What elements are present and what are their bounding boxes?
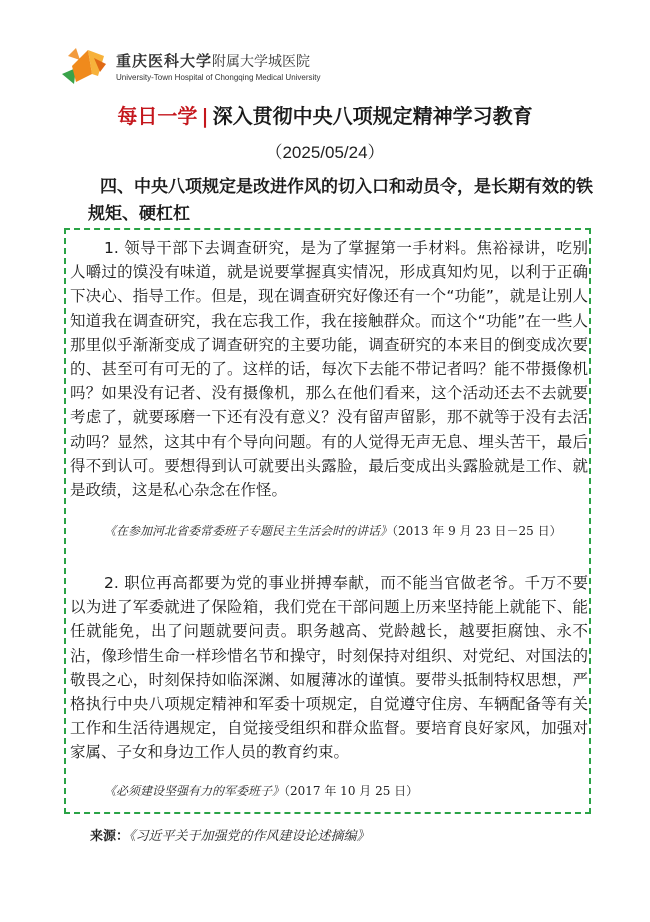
excerpt-1-text: 1. 领导干部下去调查研究，是为了掌握第一手材料。焦裕禄讲，吃别人嚼过的馍没有味道，就是说要掌握真实情况，形成真知灼见，以利于正确下决心、指导工作。但是，现在调查研究好像还有一个“功能”，就是让别人知道我在调查研究，我在忘我工作，我在接触群众。而这个“功能”在一些人那里似乎渐渐变成了调查研究的主要功能，调查研究的本来目的倒变成次要的、甚至可有可无的了。这样的话，每次下去能不带记者吗？能不带摄像机吗？如果没有记者、没有摄像机，那么在他们看来，这个活动还去不去就要考虑了，就要琢磨一下还有没有意义？没有留声留影，那不就等于没有去活动吗？显然，这其中有个导向问题。有的人觉得无声无息、埋头苦干，最后得不到认可。要想得到认可就要出头露脸，最后变成出头露脸就是工作、就是政绩，这是私心杂念在作怪。 — [70, 239, 588, 500]
excerpt-2-text: 2. 职位再高都要为党的事业拼搏奉献，而不能当官做老爷。千万不要以为进了军委就进了保险箱，我们党在干部问题上历来坚持能上就能下、能任就能免，出了问题就要问责。职务越高、党龄越长，越要拒腐蚀、永不沾，像珍惜生命一样珍惜名节和操守，时刻保持对组织、对党纪、对国法的敬畏之心，时刻保持如临深渊、如履薄冰的谨慎。要带头抵制特权思想，严格执行中央八项规定精神和军委十项规定，自觉遵守住房、车辆配备等有关工作和生活待遇规定，自觉接受组织和群众监督。要培育良好家风，加强对家属、子女和身边工作人员的教育约束。 — [70, 574, 588, 762]
title-text: 深入贯彻中央八项规定精神学习教育 — [212, 104, 533, 128]
excerpt-2-source-date: （2017 年 10 月 25 日） — [284, 784, 419, 798]
excerpt-1-source — [70, 521, 585, 542]
source-label: 来源： — [90, 829, 130, 844]
page-title — [0, 100, 650, 129]
excerpt-2-source — [70, 781, 585, 802]
excerpt-1-source-date: （2013 年 9 月 23 日－25 日） — [392, 524, 562, 538]
hospital-logo — [58, 44, 321, 88]
hospital-name-cn: 重庆医科大学附属大学城医院 — [116, 52, 311, 70]
hospital-name-en: University-Town Hospital of Chongqing Medical University — [116, 73, 321, 82]
publish-date: （2025/05/24） — [265, 143, 385, 162]
hospital-emblem-icon — [58, 44, 110, 88]
footer-source — [90, 825, 370, 844]
source-value: 《习近平关于加强党的作风建设论述摘编》 — [129, 829, 370, 844]
excerpt-2-source-title: 《必须建设坚强有力的军委班子》 — [104, 784, 285, 798]
title-separator: | — [201, 104, 209, 128]
section-heading: 四、中央八项规定是改进作风的切入口和动员令，是长期有效的铁规矩、硬杠杠 — [88, 177, 593, 224]
excerpt-1-source-title: 《在参加河北省委常委班子专题民主生活会时的讲话》 — [104, 524, 393, 538]
series-label: 每日一学 — [117, 104, 198, 128]
